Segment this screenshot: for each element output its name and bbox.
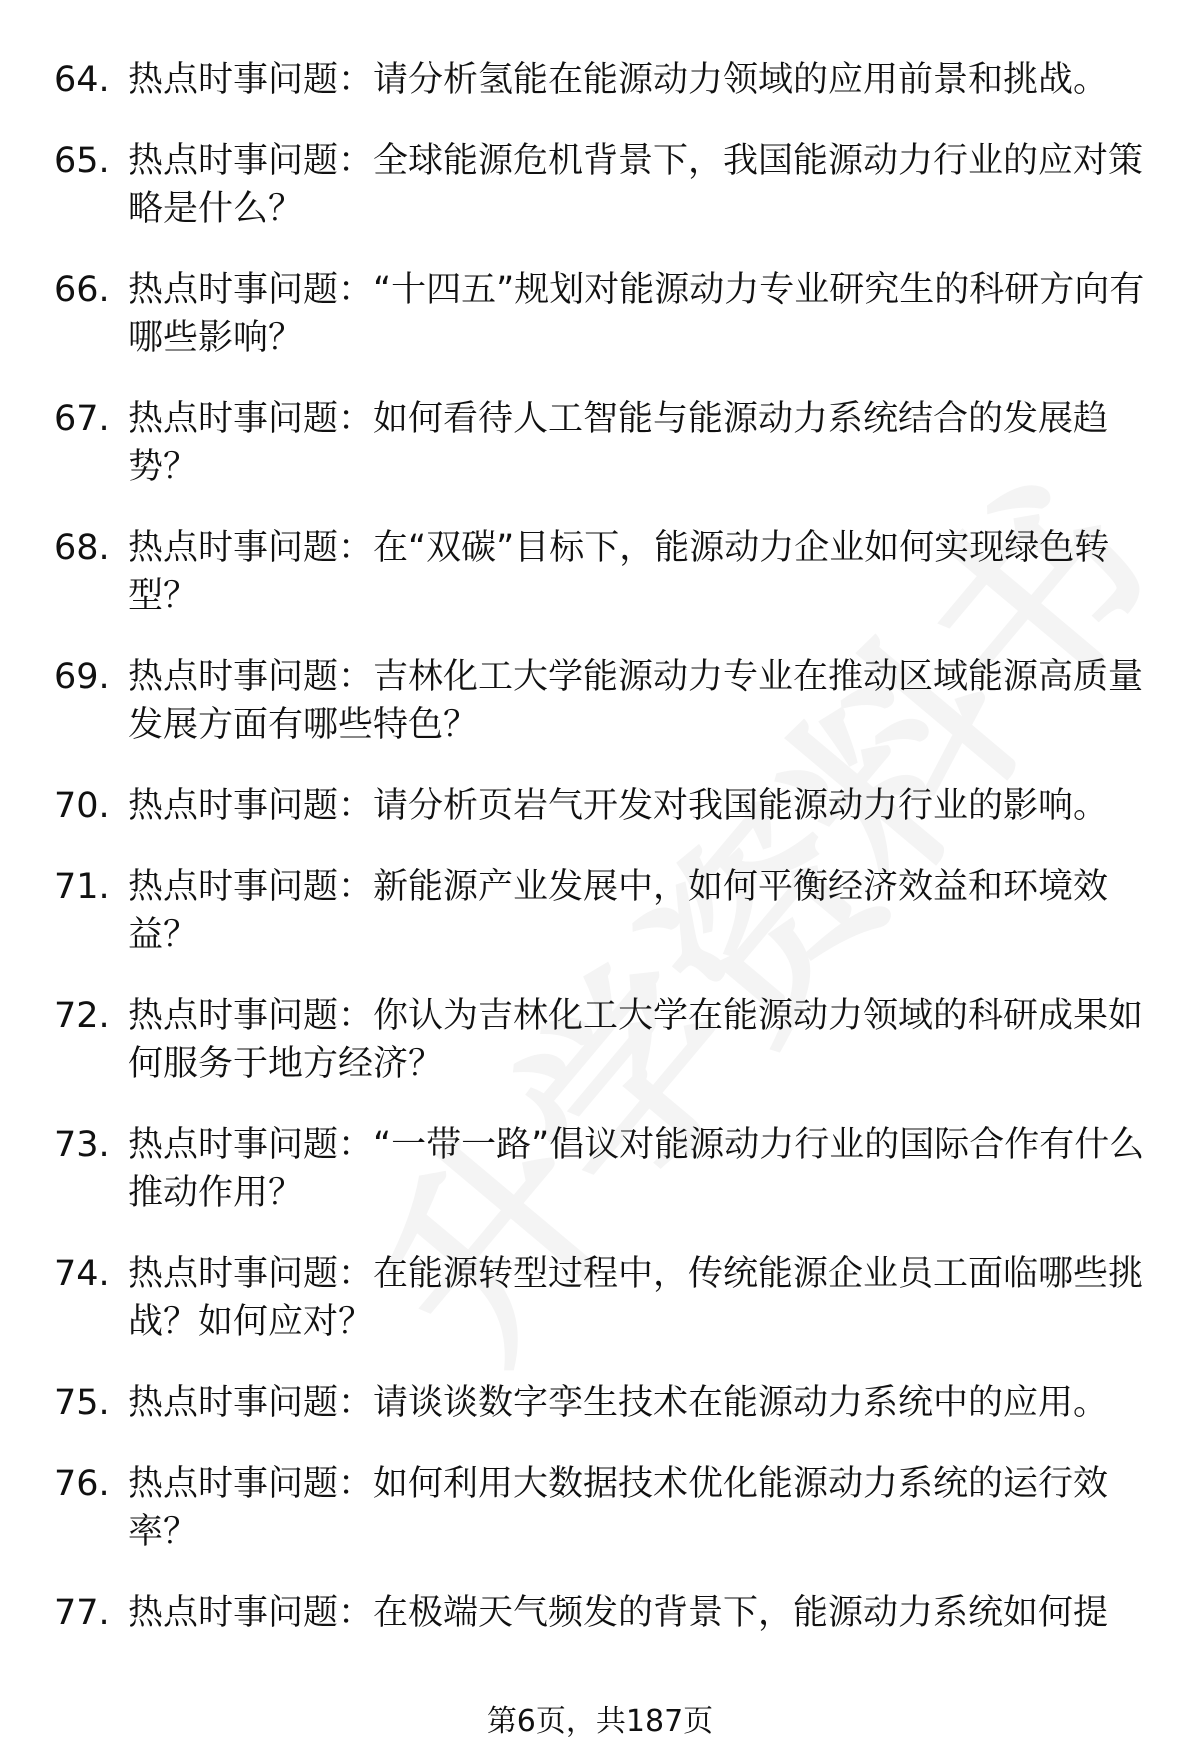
list-item [0,137,1200,233]
page-footer: 第6页，共187页 [486,1704,714,1739]
list-item [0,782,1200,830]
question-text: 热点时事问题：请分析氢能在能源动力领域的应用前景和挑战。 [128,60,1109,100]
list-item [0,266,1200,362]
question-text: 热点时事问题：在极端天气频发的背景下，能源动力系统如何提 [128,1593,1109,1633]
question-list [0,56,1200,1670]
question-text: 热点时事问题：吉林化工大学能源动力专业在推动区域能源高质量发展方面有哪些特色？ [128,657,1144,745]
question-number: 73. [54,1125,110,1165]
list-item [0,524,1200,620]
list-item [0,395,1200,491]
question-text: 热点时事问题：新能源产业发展中，如何平衡经济效益和环境效益？ [128,867,1109,955]
question-text: 热点时事问题：如何看待人工智能与能源动力系统结合的发展趋势？ [128,399,1109,487]
question-text: 热点时事问题：如何利用大数据技术优化能源动力系统的运行效率？ [128,1464,1109,1552]
question-text: 热点时事问题：请谈谈数字孪生技术在能源动力系统中的应用。 [128,1383,1109,1423]
question-text: 热点时事问题：你认为吉林化工大学在能源动力领域的科研成果如何服务于地方经济？ [128,996,1144,1084]
question-number: 66. [54,270,110,310]
question-text: 热点时事问题：在“双碳”目标下，能源动力企业如何实现绿色转型？ [128,528,1110,616]
question-number: 69. [54,657,110,697]
list-item [0,1379,1200,1427]
question-number: 72. [54,996,110,1036]
list-item [0,653,1200,749]
question-text: 热点时事问题：“一带一路”倡议对能源动力行业的国际合作有什么推动作用？ [128,1125,1145,1213]
list-item [0,1121,1200,1217]
question-number: 76. [54,1464,110,1504]
question-number: 65. [54,141,110,181]
question-text: 热点时事问题：请分析页岩气开发对我国能源动力行业的影响。 [128,786,1109,826]
question-number: 77. [54,1593,110,1633]
question-number: 74. [54,1254,110,1294]
list-item [0,992,1200,1088]
question-number: 68. [54,528,110,568]
question-text: 热点时事问题：全球能源危机背景下，我国能源动力行业的应对策略是什么？ [128,141,1144,229]
list-item [0,56,1200,104]
question-text: 热点时事问题：“十四五”规划对能源动力专业研究生的科研方向有哪些影响？ [128,270,1145,358]
question-number: 67. [54,399,110,439]
question-number: 75. [54,1383,110,1423]
question-text: 热点时事问题：在能源转型过程中，传统能源企业员工面临哪些挑战？如何应对？ [128,1254,1144,1342]
question-number: 70. [54,786,110,826]
question-number: 64. [54,60,110,100]
list-item [0,1250,1200,1346]
list-item [0,863,1200,959]
list-item [0,1460,1200,1556]
list-item [0,1589,1200,1637]
question-number: 71. [54,867,110,907]
